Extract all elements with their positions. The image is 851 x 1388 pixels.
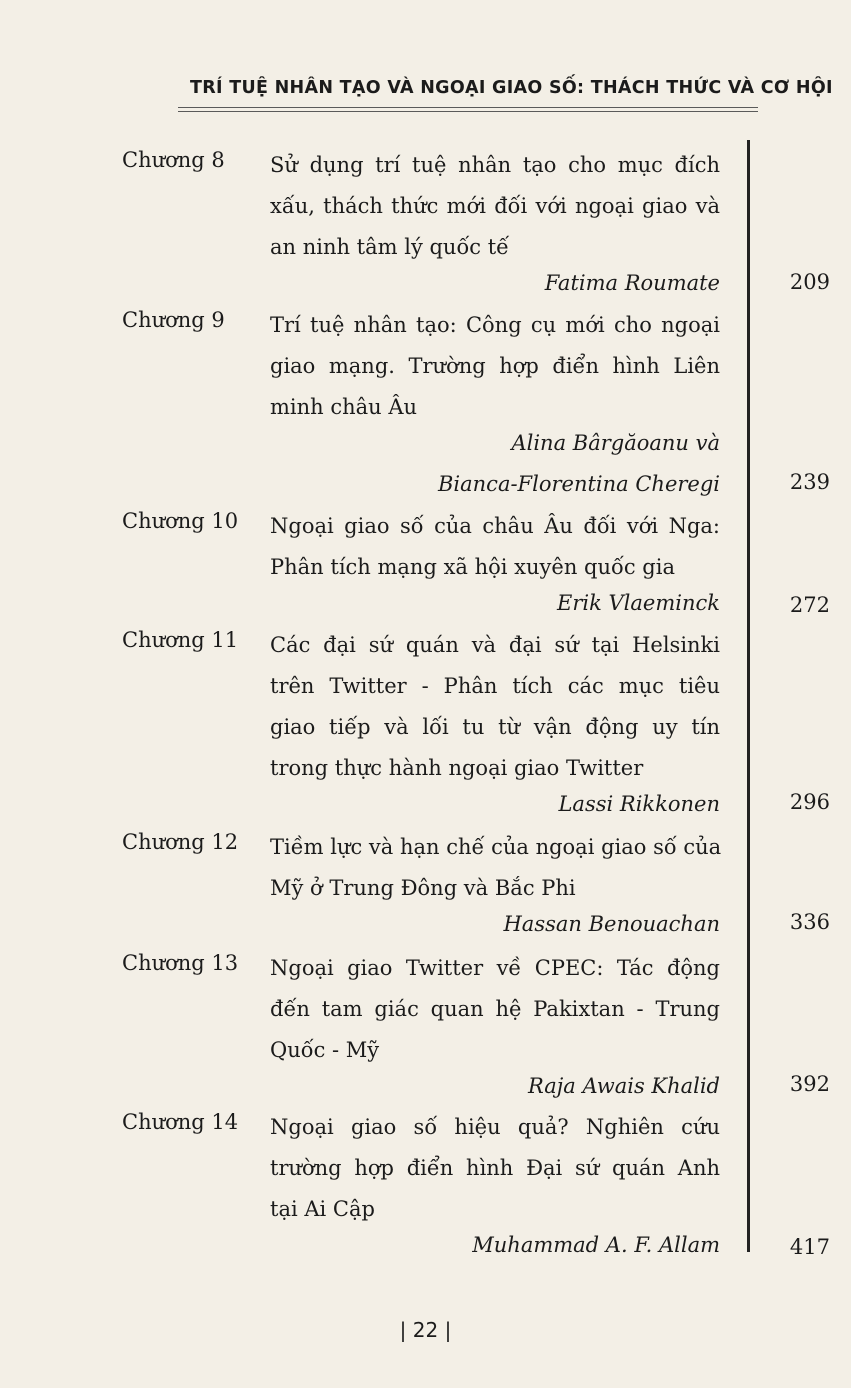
- chapter-title: [270, 305, 720, 428]
- chapter-title-line: an ninh tâm lý quốc tế: [270, 235, 510, 259]
- chapter-title: [270, 1107, 720, 1230]
- chapter-label: Chương 13: [122, 951, 239, 975]
- chapter-title-line: trong thực hành ngoại giao Twitter: [270, 756, 644, 780]
- running-header: TRÍ TUỆ NHÂN TẠO VÀ NGOẠI GIAO SỐ: THÁCH THỨC VÀ CƠ HỘI: [190, 78, 833, 98]
- chapter-author: Bianca-Florentina Cheregi: [437, 472, 720, 496]
- chapter-title-line: giao mạng. Trường hợp điển hình Liên: [270, 354, 720, 378]
- page-ref: 272: [789, 593, 830, 617]
- chapter-title: [270, 145, 720, 268]
- chapter-title-line: xấu, thách thức mới đối với ngoại giao và: [270, 194, 720, 218]
- page-ref: 336: [789, 910, 830, 934]
- chapter-author: Erik Vlaeminck: [557, 591, 720, 615]
- chapter-title-line: Ngoại giao số hiệu quả? Nghiên cứu: [270, 1115, 720, 1139]
- page-number: | 22 |: [399, 1318, 452, 1342]
- page-ref: 417: [789, 1235, 830, 1259]
- chapter-title-line: Ngoại giao Twitter về CPEC: Tác động: [270, 956, 720, 980]
- chapter-label: Chương 10: [122, 509, 239, 533]
- chapter-title-line: Sử dụng trí tuệ nhân tạo cho mục đích: [270, 153, 720, 177]
- chapter-label: Chương 12: [122, 830, 239, 854]
- chapter-title-line: Mỹ ở Trung Đông và Bắc Phi: [270, 876, 576, 900]
- chapter-author: Raja Awais Khalid: [527, 1074, 720, 1098]
- chapter-title-line: tại Ai Cập: [270, 1197, 375, 1221]
- chapter-title: [270, 625, 720, 789]
- header-rule-bottom: [178, 111, 758, 112]
- chapter-title-line: trường hợp điển hình Đại sứ quán Anh: [270, 1156, 720, 1180]
- chapter-title: [270, 506, 720, 588]
- chapter-title-line: trên Twitter - Phân tích các mục tiêu: [270, 674, 720, 698]
- chapter-label: Chương 11: [122, 628, 239, 652]
- chapter-title: [270, 948, 720, 1071]
- chapter-title: [270, 827, 720, 909]
- chapter-label: Chương 14: [122, 1110, 239, 1134]
- page-ref: 296: [789, 790, 830, 814]
- chapter-title-line: minh châu Âu: [270, 395, 418, 419]
- chapter-author: Alina Bârgăoanu và: [511, 431, 720, 455]
- page-ref: 392: [789, 1072, 830, 1096]
- chapter-title-line: Ngoại giao số của châu Âu đối với Nga:: [270, 514, 720, 538]
- page-ref: 239: [789, 470, 830, 494]
- header-rule-top: [178, 107, 758, 108]
- chapter-title-line: giao tiếp và lối tu từ vận động uy tín: [270, 715, 720, 739]
- chapter-author: Lassi Rikkonen: [558, 792, 720, 816]
- chapter-title-line: đến tam giác quan hệ Pakixtan - Trung: [270, 997, 720, 1021]
- chapter-title-line: Tiềm lực và hạn chế của ngoại giao số của: [270, 835, 722, 859]
- chapter-title-line: Các đại sứ quán và đại sứ tại Helsinki: [270, 633, 720, 657]
- chapter-author: Fatima Roumate: [544, 271, 720, 295]
- chapter-label: Chương 8: [122, 148, 225, 172]
- toc-vertical-rule: [747, 140, 750, 1252]
- chapter-author: Muhammad A. F. Allam: [472, 1233, 720, 1257]
- chapter-author: Hassan Benouachan: [503, 912, 720, 936]
- chapter-title-line: Quốc - Mỹ: [270, 1038, 380, 1062]
- chapter-title-line: Phân tích mạng xã hội xuyên quốc gia: [270, 555, 675, 579]
- page-ref: 209: [789, 270, 830, 294]
- chapter-title-line: Trí tuệ nhân tạo: Công cụ mới cho ngoại: [270, 313, 720, 337]
- chapter-label: Chương 9: [122, 308, 225, 332]
